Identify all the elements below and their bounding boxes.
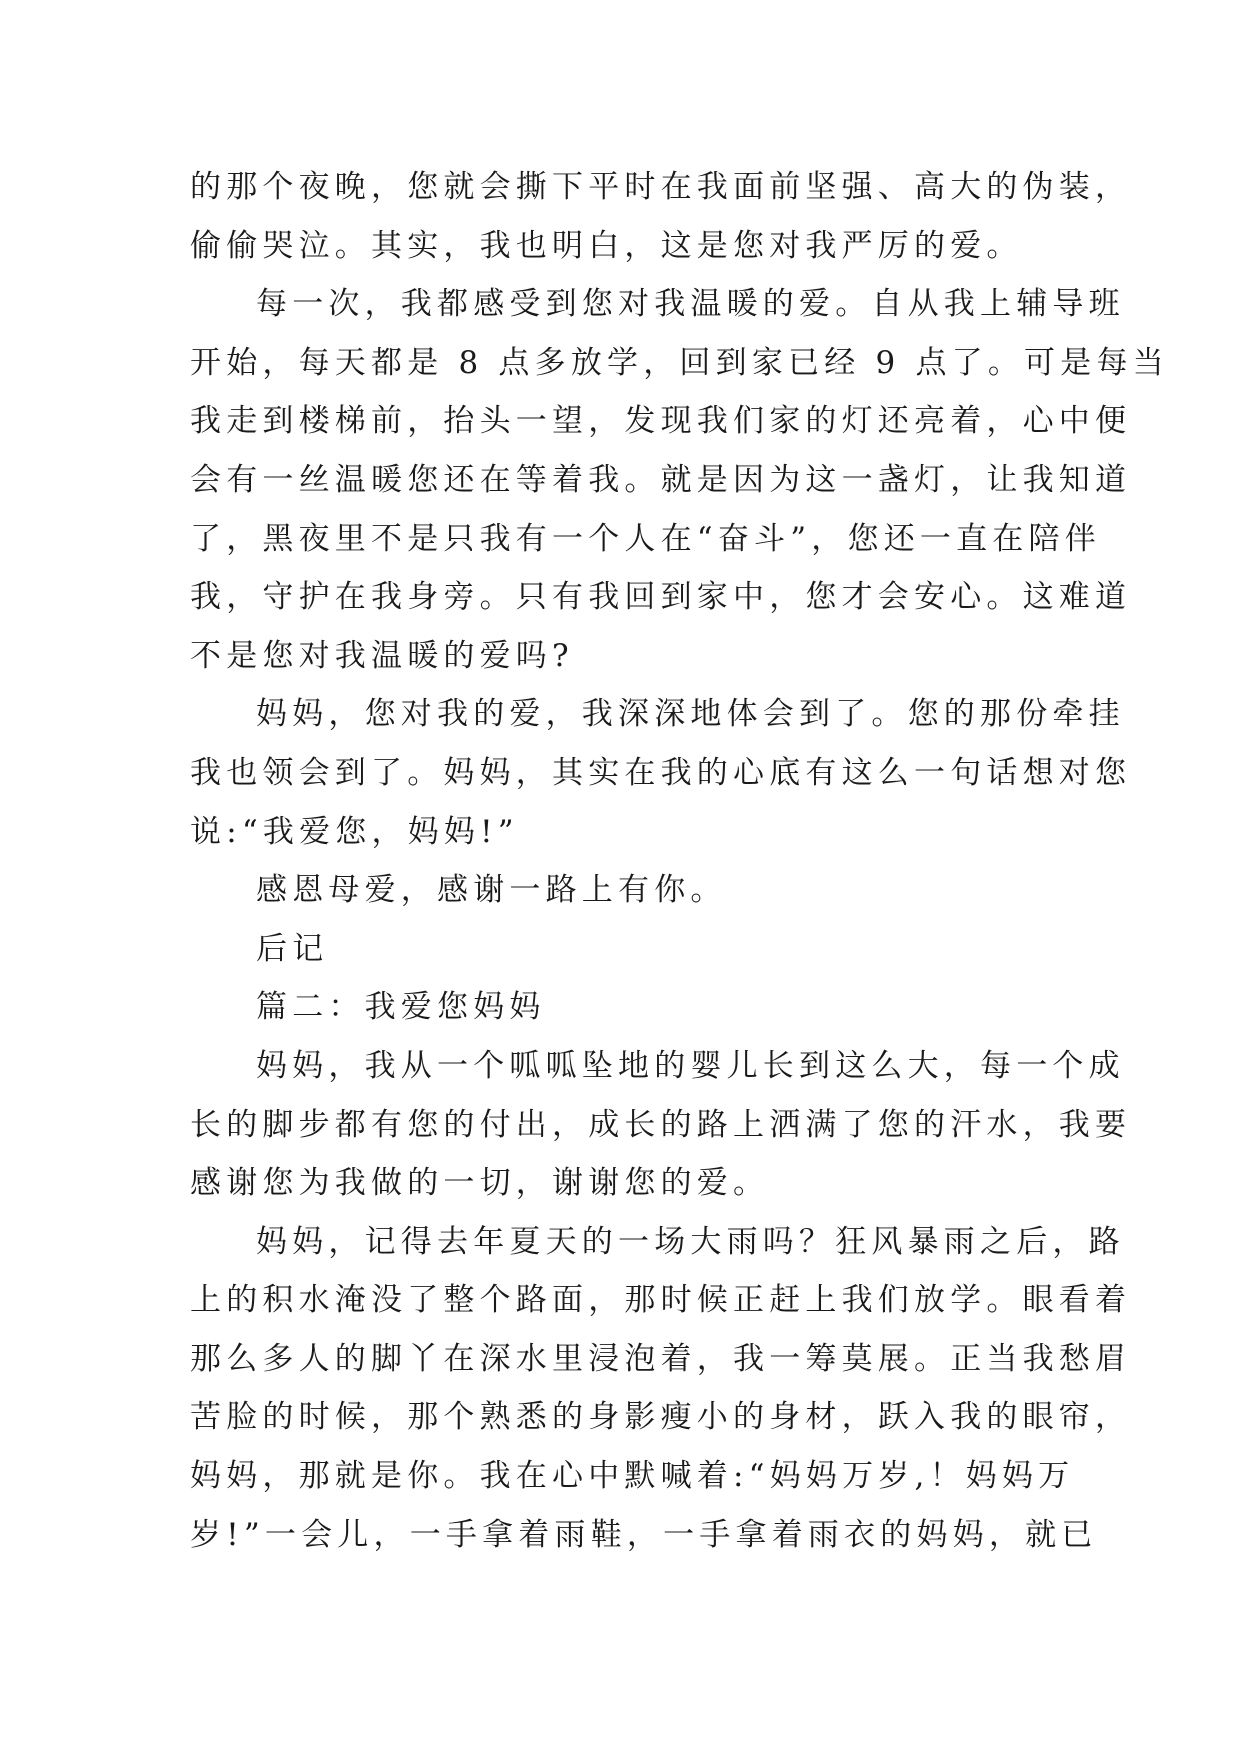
text-line: 妈妈，您对我的爱，我深深地体会到了。您的那份牵挂	[256, 696, 1125, 733]
text-line: 感谢您为我做的一切，谢谢您的爱。	[190, 1165, 770, 1202]
text-line: 的那个夜晚，您就会撕下平时在我面前坚强、高大的伪装，	[190, 169, 1132, 205]
text-line: 我也领会到了。妈妈，其实在我的心底有这么一句话想对您	[190, 754, 1132, 791]
text-line: 我走到楼梯前，抬头一望，发现我们家的灯还亮着，心中便	[190, 403, 1132, 440]
text-line: 苦脸的时候，那个熟悉的身影瘦小的身材，跃入我的眼帘，	[190, 1399, 1132, 1436]
text-line: 我，守护在我身旁。只有我回到家中，您才会安心。这难道	[190, 579, 1132, 616]
text-line: 感恩母爱，感谢一路上有你。	[256, 872, 727, 909]
section-heading-postscript: 后记	[256, 930, 329, 967]
text-line: 妈妈，记得去年夏天的一场大雨吗？狂风暴雨之后，路	[256, 1223, 1125, 1260]
document-body	[190, 158, 1169, 1564]
text-line: 了，黑夜里不是只我有一个人在“奋斗”，您还一直在陪伴	[190, 520, 1101, 557]
text-line: 妈妈，那就是你。我在心中默喊着:“妈妈万岁,！妈妈万	[190, 1458, 1075, 1495]
text-line: 说:“我爱您，妈妈!”	[190, 813, 519, 850]
section-heading-part-two: 篇二：我爱您妈妈	[256, 989, 546, 1026]
text-line: 会有一丝温暖您还在等着我。就是因为这一盏灯，让我知道	[190, 461, 1132, 498]
text-line: 那么多人的脚丫在深水里浸泡着，我一筹莫展。正当我愁眉	[190, 1340, 1132, 1377]
text-line: 偷偷哭泣。其实，我也明白，这是您对我严厉的爱。	[190, 227, 1023, 264]
text-line: 妈妈，我从一个呱呱坠地的婴儿长到这么大，每一个成	[256, 1047, 1125, 1084]
text-line: 上的积水淹没了整个路面，那时候正赶上我们放学。眼看着	[190, 1282, 1132, 1319]
text-line: 岁!”一会儿，一手拿着雨鞋，一手拿着雨衣的妈妈，就已	[190, 1516, 1098, 1553]
text-line: 开始，每天都是 8 点多放学，回到家已经 9 点了。可是每当	[190, 344, 1169, 381]
text-line: 不是您对我温暖的爱吗?	[190, 637, 574, 674]
text-line: 长的脚步都有您的付出，成长的路上洒满了您的汗水，我要	[190, 1106, 1132, 1143]
text-line: 每一次，我都感受到您对我温暖的爱。自从我上辅导班	[256, 286, 1125, 323]
